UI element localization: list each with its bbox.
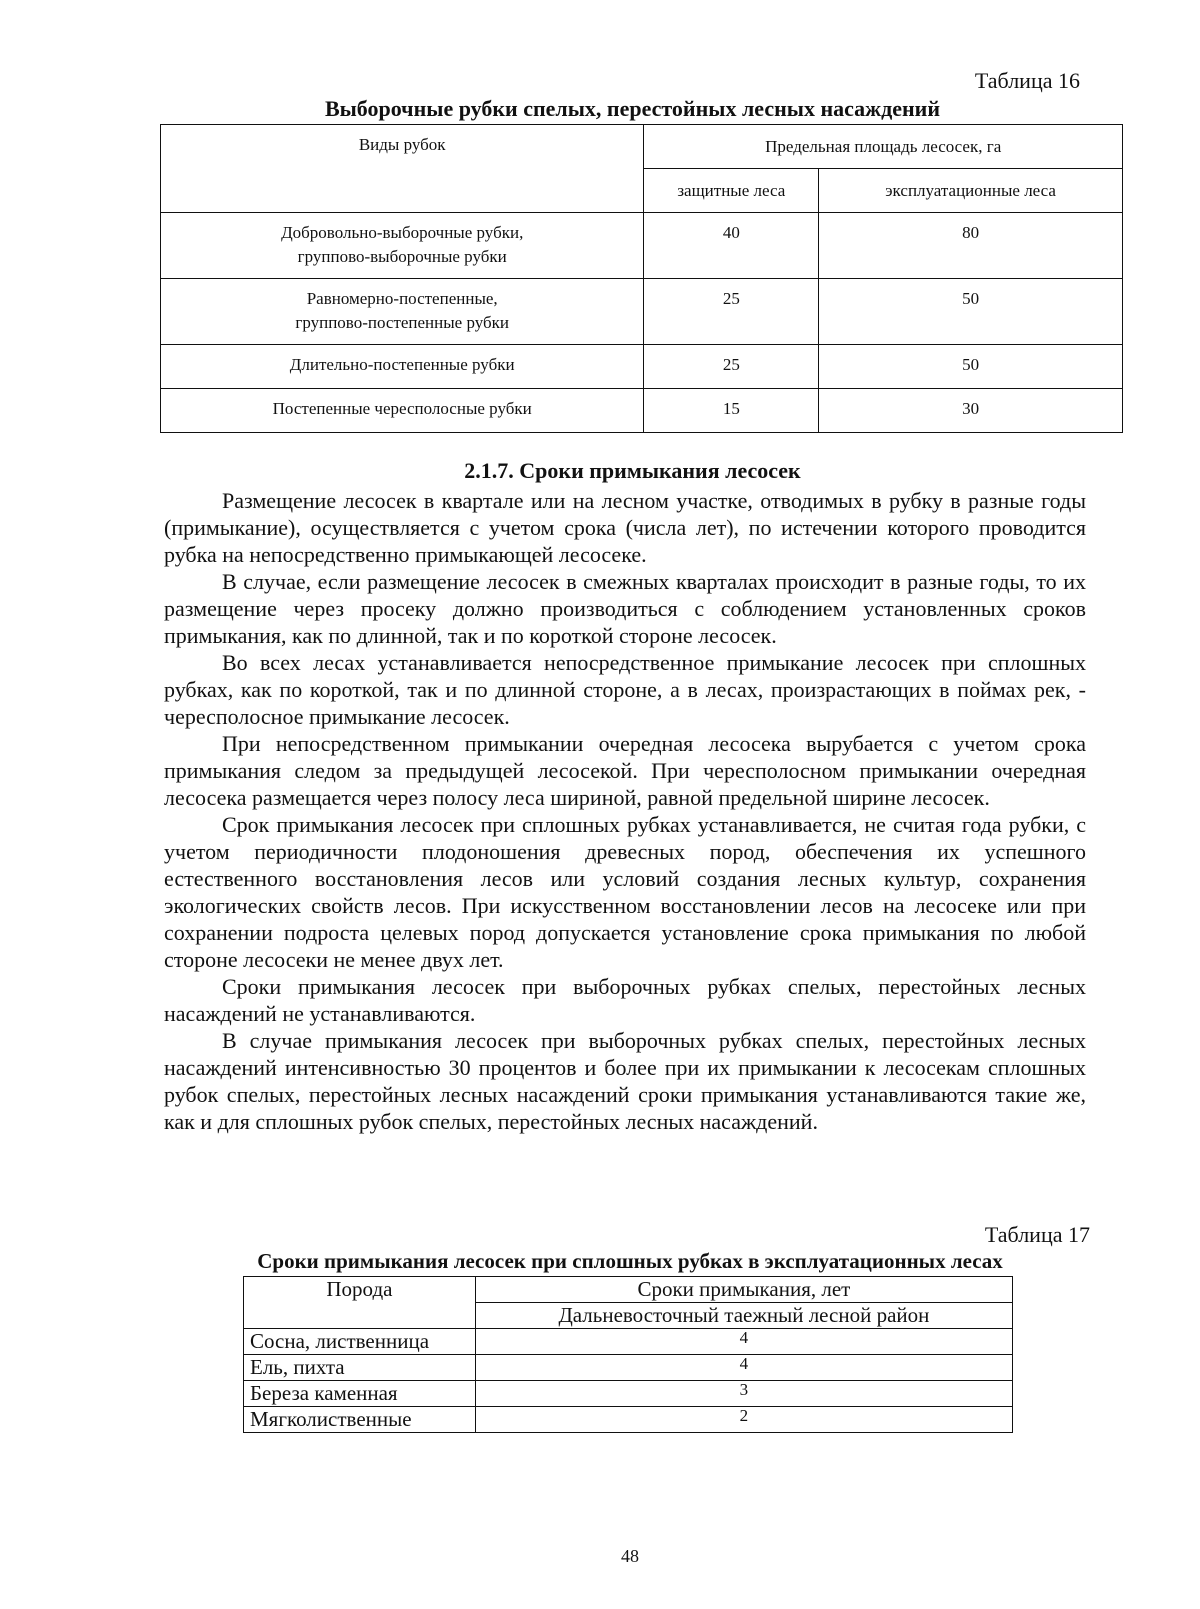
table-row	[161, 213, 1123, 279]
table-16-label: Таблица 16	[974, 68, 1080, 93]
cell-term: 4	[475, 1355, 1012, 1381]
cell-operational: 50	[819, 345, 1123, 389]
cell-protective: 15	[644, 389, 819, 433]
section-body	[164, 487, 1086, 1135]
table-16-title: Выборочные рубки спелых, перестойных лесных насаждений	[324, 96, 941, 121]
cell-species: Сосна, лиственница	[244, 1329, 476, 1355]
cell-type: Постепенные чересполосные рубки	[161, 389, 644, 433]
cell-protective: 25	[644, 279, 819, 345]
paragraph: При непосредственном примыкании очередная лесосека вырубается с учетом срока примыкания следом за предыдущей лесосекой. При чересполосном примыкании очередная лесосека размещается через полосу леса шириной, равной предельной ширине лесосек.	[164, 731, 1086, 810]
paragraph: Срок примыкания лесосек при сплошных рубках устанавливается, не считая года рубки, с учетом периодичности плодоношения древесных пород, обеспечения их успешного естественного восстановления лесов или условий создания лесных культур, сохранения экологических свойств лесов. При искусственном восстановлении лесов на лесосеке или при сохранении подроста целевых пород допускается установление срока примыкания по любой стороне лесосеки не менее двух лет.	[164, 812, 1086, 972]
table-row	[244, 1381, 1013, 1407]
paragraph: В случае примыкания лесосек при выборочных рубках спелых, перестойных лесных насаждений интенсивностью 30 процентов и более при их примыкании к лесосекам сплошных рубок спелых, перестойных лесных насаждений сроки примыкания устанавливаются такие же, как и для сплошных рубок спелых, перестойных лесных насаждений.	[164, 1028, 1086, 1134]
cell-species: Ель, пихта	[244, 1355, 476, 1381]
header-operational: эксплуатационные леса	[819, 169, 1123, 213]
table-17-label: Таблица 17	[984, 1222, 1090, 1247]
cell-type: Длительно-постепенные рубки	[161, 345, 644, 389]
header-protective: защитные леса	[644, 169, 819, 213]
table-16	[160, 124, 1123, 433]
paragraph: Сроки примыкания лесосек при выборочных рубках спелых, перестойных лесных насаждений не устанавливаются.	[164, 974, 1086, 1026]
table-row	[161, 345, 1123, 389]
table-row	[161, 389, 1123, 433]
cell-operational: 30	[819, 389, 1123, 433]
cell-operational: 50	[819, 279, 1123, 345]
header-terms: Сроки примыкания, лет	[475, 1277, 1012, 1303]
page-number: 48	[621, 1546, 639, 1566]
paragraph: В случае, если размещение лесосек в смежных кварталах происходит в разные годы, то их размещение через просеку должно производиться с соблюдением установленных сроков примыкания, как по длинной, так и по короткой стороне лесосек.	[164, 569, 1086, 648]
table-17-title: Сроки примыкания лесосек при сплошных рубках в эксплуатационных лесах	[257, 1249, 1003, 1273]
cell-species: Береза каменная	[244, 1381, 476, 1407]
table-row	[244, 1329, 1013, 1355]
header-region: Дальневосточный таежный лесной район	[475, 1303, 1012, 1329]
cell-type: Добровольно-выборочные рубки, группово-выборочные рубки	[161, 213, 644, 279]
cell-operational: 80	[819, 213, 1123, 279]
table-row	[244, 1355, 1013, 1381]
table-row	[161, 279, 1123, 345]
cell-protective: 25	[644, 345, 819, 389]
cell-species: Мягколиственные	[244, 1407, 476, 1433]
table-17	[243, 1276, 1013, 1433]
section-title: 2.1.7. Сроки примыкания лесосек	[464, 458, 801, 483]
cell-protective: 40	[644, 213, 819, 279]
cell-term: 2	[475, 1407, 1012, 1433]
header-species: Порода	[244, 1277, 476, 1329]
header-types: Виды рубок	[161, 125, 644, 213]
table-row	[244, 1407, 1013, 1433]
paragraph: Размещение лесосек в квартале или на лесном участке, отводимых в рубку в разные годы (примыкание), осуществляется с учетом срока (числа лет), по истечении которого проводится рубка на непосредственно примыкающей лесосеке.	[164, 488, 1086, 567]
paragraph: Во всех лесах устанавливается непосредственное примыкание лесосек при сплошных рубках, как по короткой, так и по длинной стороне, а в лесах, произрастающих в поймах рек, - чересполосное примыкание лесосек.	[164, 650, 1086, 729]
cell-term: 4	[475, 1329, 1012, 1355]
cell-term: 3	[475, 1381, 1012, 1407]
header-area: Предельная площадь лесосек, га	[644, 125, 1123, 169]
cell-type: Равномерно-постепенные, группово-постепенные рубки	[161, 279, 644, 345]
